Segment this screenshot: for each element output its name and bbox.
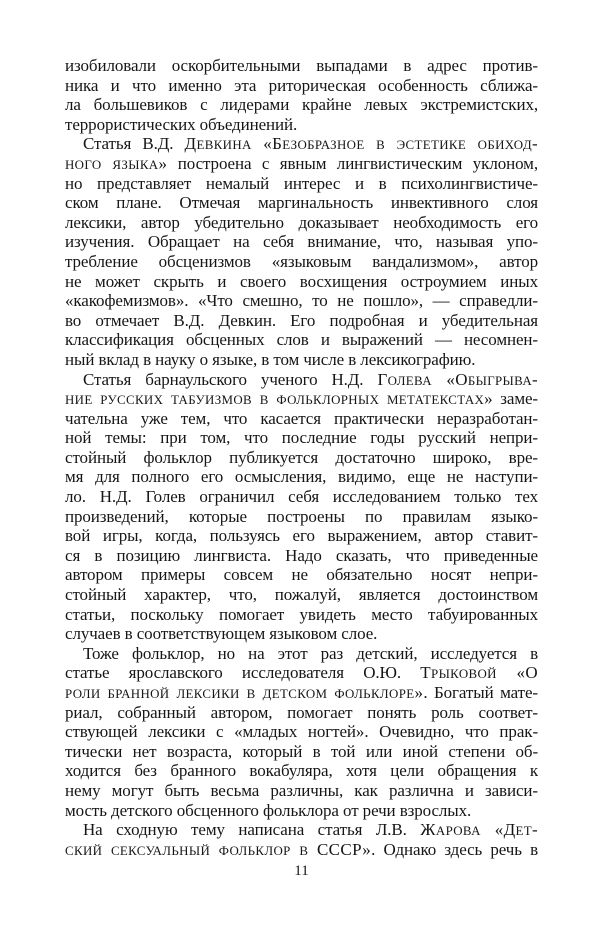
text-block	[65, 56, 538, 859]
text-line	[65, 115, 538, 135]
text-line	[65, 330, 538, 350]
text-line	[65, 624, 538, 644]
text-line	[65, 389, 538, 409]
text-line	[65, 820, 538, 840]
body-text: но представляет немалый интерес и в психолингвистиче-	[65, 173, 538, 193]
text-line	[65, 703, 538, 723]
text-line	[65, 174, 538, 194]
text-line	[65, 507, 538, 527]
body-text: На сходную тему написана статья Л.В.	[83, 820, 421, 840]
text-line	[65, 565, 538, 585]
body-text: . Богатый мате-	[423, 683, 538, 702]
small-caps-text: ТРЫКОВОЙ «О	[420, 663, 538, 683]
text-line	[65, 663, 538, 683]
body-text: статье ярославского исследователя О.Ю.	[65, 663, 421, 683]
body-text: случаев в соответствующем языковом слое.	[65, 624, 378, 644]
text-line	[65, 742, 538, 762]
small-caps-text: ГОЛЕВА «ОБЫГРЫВА-	[377, 369, 538, 389]
body-text: построена с явным лингвистическим уклоном,	[167, 153, 538, 173]
body-text: требление обсценизмов «языковым вандализмом», автор	[65, 251, 538, 271]
body-text: не может скрыть и своего восхищения остроумием иных	[65, 271, 538, 291]
text-line	[65, 605, 538, 625]
body-text: ся в позицию лингвиста. Надо сказать, что приведенные	[65, 545, 538, 565]
body-text: статьи, поскольку помогает увидеть место табуированных	[65, 604, 538, 624]
text-line	[65, 134, 538, 154]
text-line	[65, 467, 538, 487]
body-text: классификация обсценных слов и выражений — несомнен-	[65, 330, 538, 350]
body-text: стойный фольклор публикуется достаточно широко, вре-	[65, 447, 538, 467]
text-line	[65, 56, 538, 76]
body-text: автором примеры совсем не обязательно носят непри-	[65, 565, 538, 585]
body-text: риал, собранный автором, помогает понять роль соответ-	[65, 702, 538, 722]
body-text: «какофемизмов». «Что смешно, то не пошло», — справедли-	[65, 291, 538, 311]
body-text: ный вклад в науку о языке, в том числе в лексикографию.	[65, 349, 476, 369]
body-text: Статья В.Д.	[83, 134, 185, 154]
text-line	[65, 193, 538, 213]
body-text: стойный характер, что, пожалуй, является достоинством	[65, 585, 538, 605]
text-line	[65, 272, 538, 292]
body-text: мя для полного его осмысления, видимо, еще не наступи-	[65, 467, 538, 487]
body-text: ском плане. Отмечая маргинальность инвективного слоя	[65, 193, 538, 213]
body-text: изучения. Обращает на себя внимание, что, называя упо-	[65, 232, 538, 252]
text-line	[65, 448, 538, 468]
body-text: ходится без бранного вокабуляра, хотя цели обращения к	[65, 761, 538, 781]
body-text: изобиловали оскорбительными выпадами в адрес против-	[65, 56, 538, 75]
text-line	[65, 350, 538, 370]
text-line	[65, 95, 538, 115]
text-line	[65, 232, 538, 252]
text-line	[65, 840, 538, 860]
body-text: мость детского обсценного фольклора от речи взрослых.	[65, 800, 472, 820]
small-caps-text: ЖАРОВА «ДЕТ-	[420, 820, 538, 840]
text-line	[65, 761, 538, 781]
text-line	[65, 585, 538, 605]
body-text: тически нет возраста, который в той или иной степени об-	[65, 741, 538, 761]
text-line	[65, 526, 538, 546]
body-text: вой игры, когда, пользуясь его выражением, автор ставит-	[65, 526, 538, 546]
text-line	[65, 428, 538, 448]
body-text: заме-	[493, 389, 538, 409]
small-caps-text: НИЕ РУССКИХ ТАБУИЗМОВ В ФОЛЬКЛОРНЫХ МЕТАТЕКСТАХ»	[65, 389, 494, 409]
body-text: Тоже фольклор, но на этот раз детский, исследуется в	[83, 643, 538, 663]
small-caps-text: НОГО ЯЗЫКА»	[65, 153, 168, 173]
body-text: Статья барнаульского ученого Н.Д.	[83, 369, 378, 389]
page-number: 11	[294, 863, 309, 879]
body-text: нему могут быть весьма различны, как различна и зависи-	[65, 780, 538, 800]
text-line	[65, 644, 538, 664]
body-text: ной темы: при том, что последние годы русский непри-	[65, 428, 538, 448]
small-caps-text: ДЕВКИНА «БЕЗОБРАЗНОЕ В ЭСТЕТИКЕ ОБИХОД-	[184, 134, 538, 154]
text-line	[65, 154, 538, 174]
text-line	[65, 722, 538, 742]
text-line	[65, 213, 538, 233]
text-line	[65, 311, 538, 331]
body-text: во отмечает В.Д. Девкин. Его подробная и убедительная	[65, 310, 538, 330]
text-line	[65, 252, 538, 272]
small-caps-text: РОЛИ БРАННОЙ ЛЕКСИКИ В ДЕТСКОМ ФОЛЬКЛОРЕ»	[65, 683, 424, 702]
body-text: ствующей лексики с «младых ногтей». Очевидно, что прак-	[65, 722, 538, 742]
body-text: чательна уже тем, что касается практически неразработан-	[65, 408, 538, 428]
text-line	[65, 683, 538, 703]
text-line	[65, 781, 538, 801]
text-line	[65, 370, 538, 390]
text-line	[65, 76, 538, 96]
body-text: . Однако здесь речь в	[371, 839, 539, 859]
body-text: ло. Н.Д. Голев ограничил себя исследованием только тех	[65, 487, 538, 507]
body-text: ла большевиков с лидерами крайне левых экстремистских,	[65, 95, 538, 115]
text-line	[65, 801, 538, 821]
body-text: произведений, которые построены по правилам языко-	[65, 506, 538, 526]
text-line	[65, 487, 538, 507]
text-line	[65, 546, 538, 566]
body-text: ника и что именно эта риторическая особенность сближа-	[65, 75, 538, 95]
text-line	[65, 409, 538, 429]
text-line	[65, 291, 538, 311]
body-text: лексики, автор убедительно доказывает необходимость его	[65, 212, 538, 232]
small-caps-text: СКИЙ СЕКСУАЛЬНЫЙ ФОЛЬКЛОР В СССР»	[65, 839, 372, 859]
body-text: террористических объединений.	[65, 114, 298, 134]
